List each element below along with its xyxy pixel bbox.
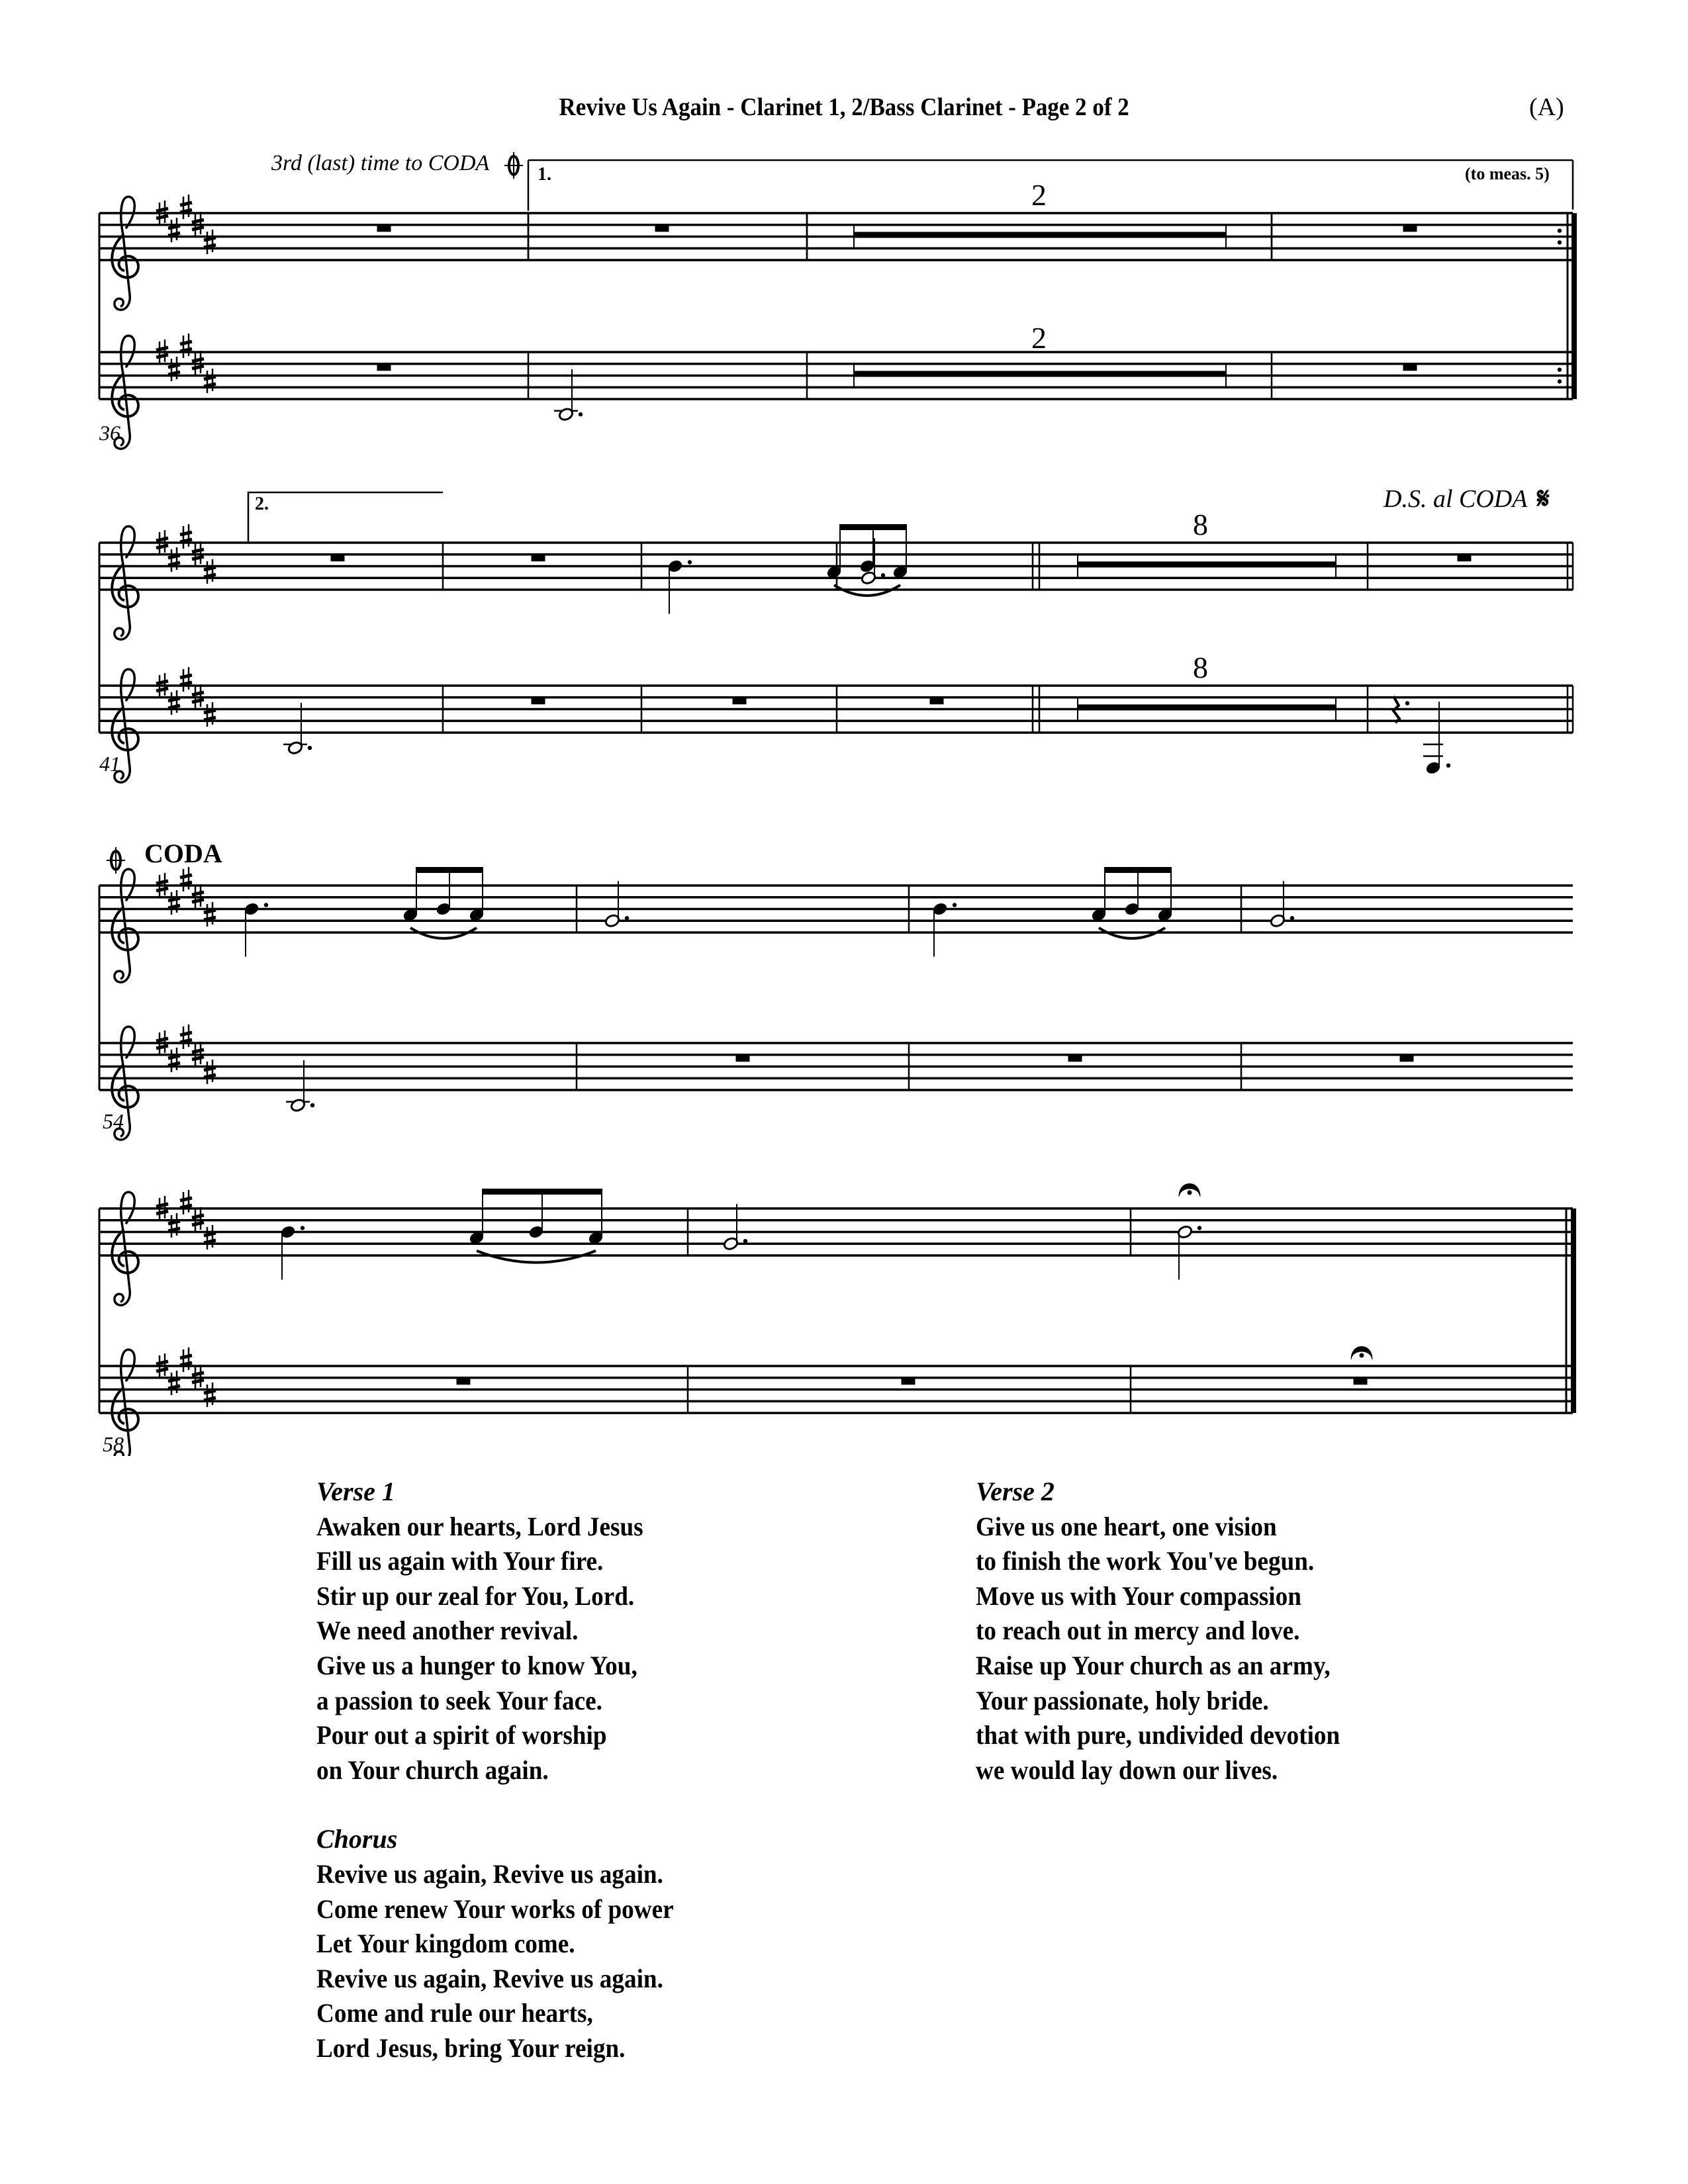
lyrics-right-column [976,1475,1368,1788]
measure-number: 36 [99,421,120,445]
page-title-text: Revive Us Again - Clarinet 1, 2/Bass Clarinet - Page 2 of 2 [559,93,1129,121]
lyric-line: Revive us again, Revive us again. [316,1858,663,1889]
lyric-line: Pour out a spirit of worship [316,1720,607,1751]
lyric-line: to finish the work You've begun. [976,1546,1315,1576]
lyric-line: on Your church again. [316,1754,549,1785]
lyric-line: Give us one heart, one vision [976,1511,1277,1541]
ending-1-note: (to meas. 5) [1465,164,1550,183]
lyric-line: Lord Jesus, bring Your reign. [316,2032,626,2063]
lyric-line: Stir up our zeal for You, Lord. [316,1580,635,1611]
multirest-count: 8 [1193,651,1208,684]
segno-icon: 𝄋 [1537,482,1550,515]
verse-2-heading: Verse 2 [976,1477,1055,1506]
lyric-line: Let Your kingdom come. [316,1929,575,1959]
lyric-line: Come renew Your works of power [316,1893,674,1924]
lyric-line: Fill us again with Your fire. [316,1546,604,1576]
lyric-line: a passion to seek Your face. [316,1685,602,1715]
lyric-line: Move us with Your compassion [976,1580,1301,1611]
lyric-line: we would lay down our lives. [976,1754,1278,1785]
measure-number: 54 [103,1109,124,1133]
chorus-heading: Chorus [316,1824,398,1854]
lyric-line: Come and rule our hearts, [316,1998,593,2028]
lyric-line: Revive us again, Revive us again. [316,1963,663,1993]
lyric-line: that with pure, undivided devotion [976,1720,1340,1751]
lyric-line: Give us a hunger to know You, [316,1650,637,1680]
lyric-line: Awaken our hearts, Lord Jesus [316,1511,643,1541]
coda-label: CODA [144,839,222,868]
ending-1-label: 1. [538,164,551,185]
lyrics-left-column [316,1475,700,2066]
multirest-count: 2 [1031,321,1047,355]
part-label: (A) [1529,93,1564,121]
ending-2-label: 2. [255,494,269,514]
spacer [316,1788,700,1822]
multirest-count: 8 [1193,508,1208,541]
verse-1-heading: Verse 1 [316,1477,395,1506]
multirest-count: 2 [1031,178,1047,212]
ds-instruction: D.S. al CODA [1383,485,1528,513]
measure-number: 41 [99,752,120,776]
lyric-line: Your passionate, holy bride. [976,1685,1269,1715]
lyric-line: We need another revival. [316,1615,579,1646]
lyric-line: Raise up Your church as an army, [976,1650,1331,1680]
measure-number: 58 [103,1432,124,1456]
coda-instruction: 3rd (last) time to CODA [271,151,490,175]
lyric-line: to reach out in mercy and love. [976,1615,1300,1646]
